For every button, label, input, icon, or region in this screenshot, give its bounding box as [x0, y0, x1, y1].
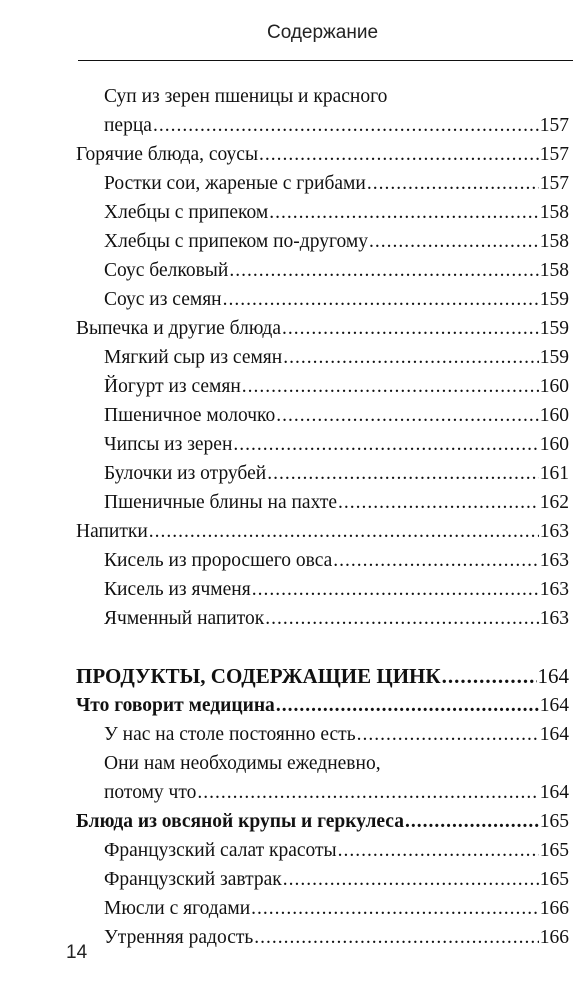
- toc-entry-page: 160: [539, 405, 569, 426]
- toc-entry[interactable]: [76, 372, 569, 401]
- toc-entry[interactable]: [76, 662, 569, 691]
- dot-leader: [252, 575, 539, 604]
- toc-entry[interactable]: [76, 343, 569, 372]
- toc-entry-title: Напитки: [76, 521, 148, 542]
- toc-entry-title: Хлебцы с припеком: [104, 202, 269, 223]
- toc-entry-title: Ростки сои, жареные с грибами: [104, 173, 366, 194]
- dot-leader: [338, 836, 539, 865]
- table-of-contents: [76, 82, 569, 952]
- toc-entry-title: Ячменный напиток: [104, 608, 265, 629]
- toc-entry-first-line: Суп из зерен пшеницы и красного: [104, 86, 388, 107]
- dot-leader: [251, 894, 539, 923]
- toc-entry-page: 166: [539, 898, 569, 919]
- toc-entry-page: 160: [539, 434, 569, 455]
- dot-leader: [265, 604, 538, 633]
- toc-entry-page: 163: [539, 521, 569, 542]
- dot-leader: [233, 430, 538, 459]
- dot-leader: [254, 923, 538, 952]
- toc-entry-title: Булочки из отрубей: [104, 463, 267, 484]
- toc-entry[interactable]: [76, 227, 569, 256]
- toc-entry[interactable]: [76, 169, 569, 198]
- toc-entry-title: Чипсы из зерен: [104, 434, 233, 455]
- dot-leader: [333, 546, 538, 575]
- toc-entry-page: 163: [539, 579, 569, 600]
- toc-entry-title: Кисель из ячменя: [104, 579, 251, 600]
- toc-entry-page: 164: [537, 664, 569, 688]
- toc-entry-title: Блюда из овсяной крупы и геркулеса: [76, 811, 404, 832]
- toc-entry-page: 162: [539, 492, 569, 513]
- toc-entry-page: 158: [539, 202, 569, 223]
- toc-entry-title: Выпечка и другие блюда: [76, 318, 281, 339]
- toc-entry-title: Французский завтрак: [104, 869, 282, 890]
- toc-entry[interactable]: [76, 894, 569, 923]
- toc-entry-page: 158: [539, 260, 569, 281]
- toc-entry-title: У нас на столе постоянно есть: [104, 724, 356, 745]
- dot-leader: [259, 140, 539, 169]
- toc-entry-page: 159: [539, 318, 569, 339]
- toc-entry-page: 157: [539, 173, 569, 194]
- toc-entry-page: 157: [539, 144, 569, 165]
- toc-entry-page: 158: [539, 231, 569, 252]
- running-header: Содержание: [266, 22, 379, 43]
- toc-entry[interactable]: [76, 865, 569, 894]
- toc-entry-title: Что говорит медицина: [76, 695, 275, 716]
- header-divider: [78, 60, 573, 61]
- toc-entry[interactable]: [76, 256, 569, 285]
- toc-entry-page: 163: [539, 550, 569, 571]
- toc-entry[interactable]: [76, 198, 569, 227]
- toc-entry-title: Мюсли с ягодами: [104, 898, 251, 919]
- toc-entry-page: 163: [539, 608, 569, 629]
- toc-entry[interactable]: [76, 836, 569, 865]
- toc-entry-title: Хлебцы с припеком по-другому: [104, 231, 368, 252]
- toc-entry-page: 164: [539, 782, 569, 803]
- dot-leader: [229, 256, 538, 285]
- toc-entry-page: 164: [539, 724, 569, 745]
- dot-leader: [197, 778, 538, 807]
- toc-entry-page: 159: [539, 289, 569, 310]
- dot-leader: [367, 169, 539, 198]
- toc-entry[interactable]: [76, 691, 569, 720]
- toc-entry-title: Французский салат красоты: [104, 840, 337, 861]
- toc-entry[interactable]: [76, 111, 569, 140]
- toc-entry[interactable]: [76, 807, 569, 836]
- toc-entry-page: 160: [539, 376, 569, 397]
- toc-entry-title: Пшеничные блины на пахте: [104, 492, 338, 513]
- toc-entry-title: Пшеничное молочко: [104, 405, 276, 426]
- toc-entry-title: Соус белковый: [104, 260, 229, 281]
- dot-leader: [267, 459, 539, 488]
- dot-leader: [357, 720, 539, 749]
- toc-entry-title: потому что: [104, 782, 197, 803]
- dot-leader: [282, 314, 539, 343]
- toc-entry[interactable]: [76, 488, 569, 517]
- dot-leader: [405, 807, 539, 836]
- toc-entry-page: 165: [539, 840, 569, 861]
- toc-entry[interactable]: [76, 923, 569, 952]
- toc-entry[interactable]: [76, 546, 569, 575]
- dot-leader: [338, 488, 539, 517]
- dot-leader: [283, 343, 539, 372]
- page-number: 14: [66, 942, 88, 963]
- toc-entry-page: 164: [539, 695, 569, 716]
- dot-leader: [153, 111, 539, 140]
- toc-entry-page: 157: [539, 115, 569, 136]
- toc-entry-page: 166: [539, 927, 569, 948]
- toc-entry[interactable]: [76, 285, 569, 314]
- dot-leader: [149, 517, 539, 546]
- toc-entry[interactable]: [76, 575, 569, 604]
- dot-leader: [369, 227, 539, 256]
- toc-entry[interactable]: [76, 604, 569, 633]
- toc-entry-title: Йогурт из семян: [104, 376, 241, 397]
- toc-entry-title: ПРОДУКТЫ, СОДЕРЖАЩИЕ ЦИНК: [76, 664, 441, 688]
- toc-entry[interactable]: [76, 459, 569, 488]
- toc-entry[interactable]: [76, 401, 569, 430]
- toc-entry-first-line: Они нам необходимы ежедневно,: [104, 753, 381, 774]
- dot-leader: [442, 662, 537, 691]
- toc-entry-title: Утренняя радость: [104, 927, 254, 948]
- toc-entry-title: Соус из семян: [104, 289, 222, 310]
- toc-entry-page: 161: [539, 463, 569, 484]
- dot-leader: [269, 198, 539, 227]
- toc-entry-title: перца: [104, 115, 152, 136]
- toc-entry[interactable]: [76, 140, 569, 169]
- dot-leader: [283, 865, 539, 894]
- toc-entry-page: 165: [539, 869, 569, 890]
- dot-leader: [276, 691, 539, 720]
- dot-leader: [276, 401, 539, 430]
- toc-entry[interactable]: [76, 430, 569, 459]
- toc-entry[interactable]: [76, 314, 569, 343]
- toc-entry-page: 165: [539, 811, 569, 832]
- toc-entry-title: Горячие блюда, соусы: [76, 144, 259, 165]
- toc-entry-title: Кисель из проросшего овса: [104, 550, 333, 571]
- toc-entry-title: Мягкий сыр из семян: [104, 347, 283, 368]
- dot-leader: [242, 372, 539, 401]
- toc-entry[interactable]: [76, 720, 569, 749]
- toc-entry[interactable]: [76, 778, 569, 807]
- toc-entry-page: 159: [539, 347, 569, 368]
- toc-entry[interactable]: [76, 517, 569, 546]
- dot-leader: [223, 285, 539, 314]
